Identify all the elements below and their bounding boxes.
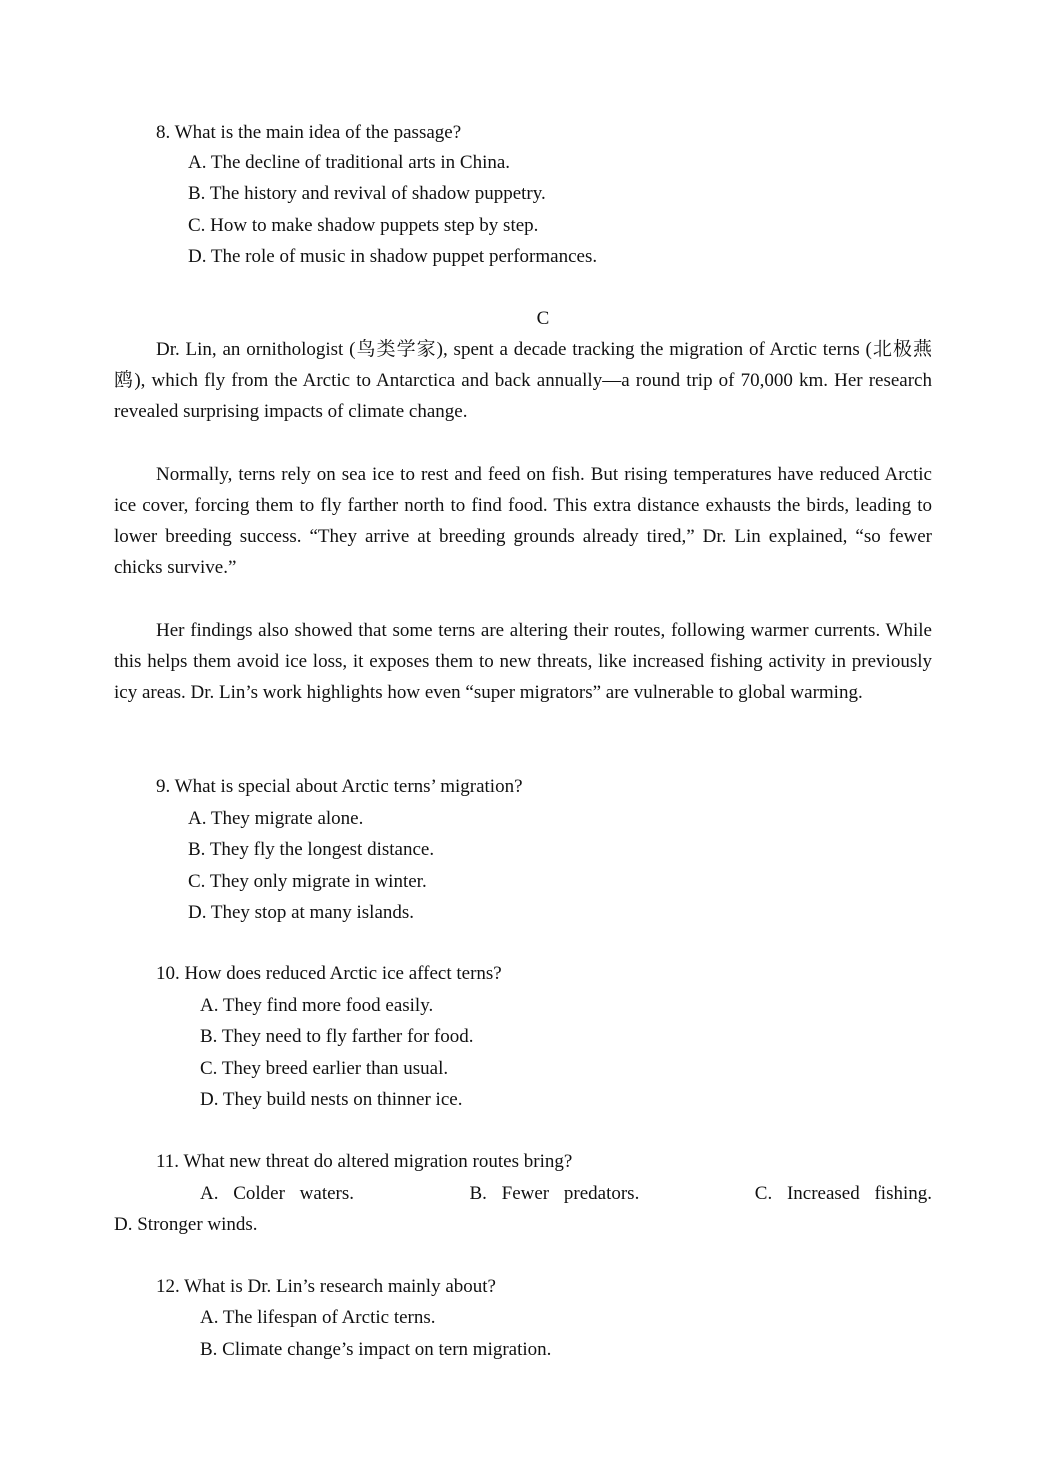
question-12-stem: 12. What is Dr. Lin’s research mainly about?: [156, 1276, 496, 1297]
question-9-option-a: A. They migrate alone.: [188, 808, 364, 829]
question-10-option-d: D. They build nests on thinner ice.: [200, 1089, 463, 1110]
passage-paragraph-3: Her findings also showed that some terns are altering their routes, following warmer currents. While this helps them avoid ice loss, it exposes them to new threats, like increased fishing activity in previously icy areas. Dr. Lin’s work highlights how even “super migrators” are vulnerable to global warming.: [114, 620, 932, 703]
question-9-option-b: B. They fly the longest distance.: [188, 839, 435, 860]
section-heading: C: [536, 308, 550, 329]
question-8-option-d: D. The role of music in shadow puppet performances.: [188, 246, 598, 267]
question-9-option-d: D. They stop at many islands.: [188, 902, 415, 923]
question-11-option-a: A. Colder waters.: [200, 1183, 355, 1204]
question-12-option-b: B. Climate change’s impact on tern migration.: [200, 1339, 552, 1360]
question-11-option-c: C. Increased fishing.: [754, 1183, 932, 1204]
question-11-option-b: B. Fewer predators.: [469, 1183, 640, 1204]
question-8-option-a: A. The decline of traditional arts in China.: [188, 152, 511, 173]
question-8-option-b: B. The history and revival of shadow puppetry.: [188, 183, 546, 204]
passage-paragraph-1: Dr. Lin, an ornithologist (鸟类学家), spent a decade tracking the migration of Arctic terns (北极燕鸥), which fly from the Arctic to Antarctica and back annually—a round trip of 70,000 km. Her research revealed surprising impacts of climate change.: [114, 339, 932, 422]
question-11-options-row: [200, 1178, 932, 1209]
question-11-option-d: D. Stronger winds.: [114, 1214, 258, 1235]
question-10-option-b: B. They need to fly farther for food.: [200, 1026, 474, 1047]
question-9-option-c: C. They only migrate in winter.: [188, 871, 427, 892]
question-10-option-a: A. They find more food easily.: [200, 995, 434, 1016]
question-8-option-c: C. How to make shadow puppets step by step.: [188, 215, 539, 236]
question-12-option-a: A. The lifespan of Arctic terns.: [200, 1307, 436, 1328]
passage-paragraph-2: Normally, terns rely on sea ice to rest and feed on fish. But rising temperatures have reduced Arctic ice cover, forcing them to fly farther north to find food. This extra distance exhausts the birds, leading to lower breeding success. “They arrive at breeding grounds already tired,” Dr. Lin explained, “so fewer chicks survive.”: [114, 464, 932, 578]
question-10-option-c: C. They breed earlier than usual.: [200, 1058, 449, 1079]
question-9-stem: 9. What is special about Arctic terns’ migration?: [156, 776, 523, 797]
question-8-stem: 8. What is the main idea of the passage?: [156, 122, 462, 143]
question-10-stem: 10. How does reduced Arctic ice affect terns?: [156, 963, 502, 984]
question-11-stem: 11. What new threat do altered migration routes bring?: [156, 1151, 573, 1172]
